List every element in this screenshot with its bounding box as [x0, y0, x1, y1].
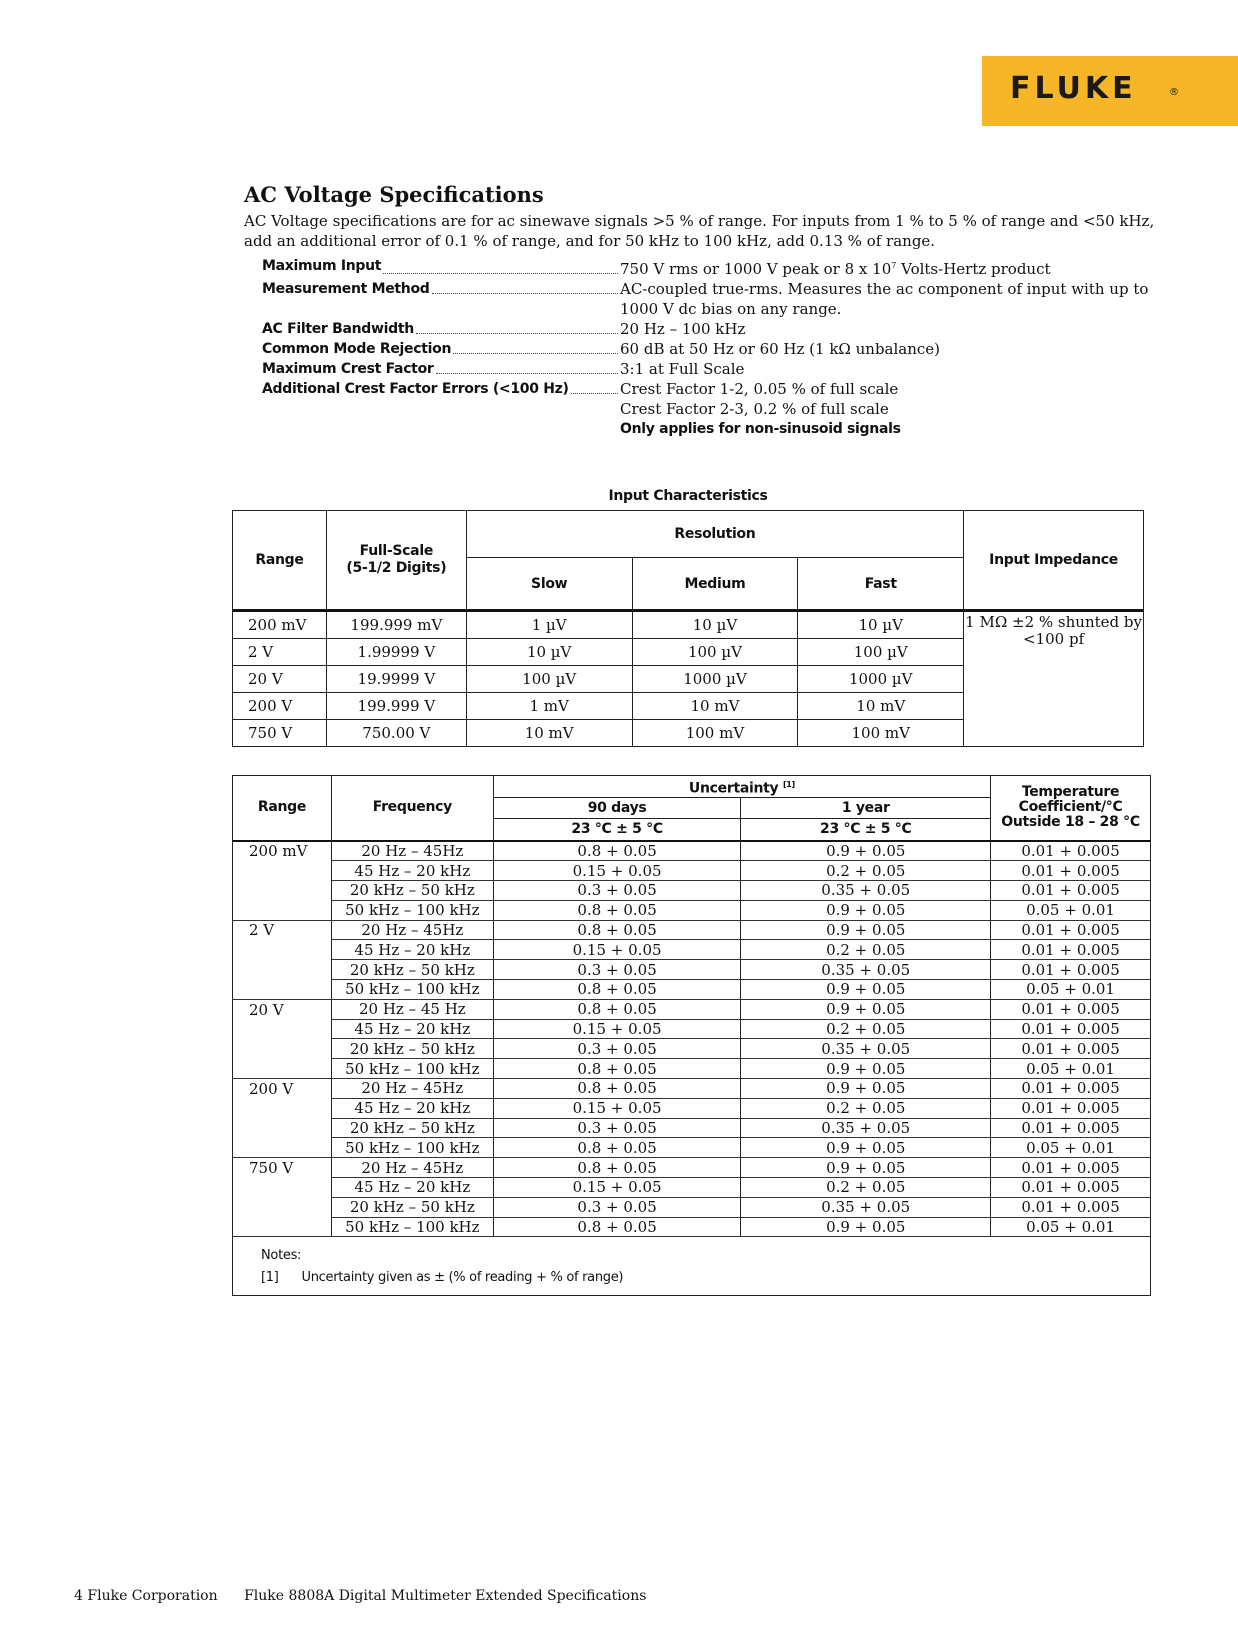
spec-label: Measurement Method [262, 281, 430, 297]
input-characteristics-title: Input Characteristics [608, 488, 768, 504]
table-row: 45 Hz – 20 kHz 0.15 + 0.05 0.2 + 0.05 0.01 + 0.005 [233, 1019, 1151, 1039]
table-row: 200 mV 20 Hz – 45Hz 0.8 + 0.05 0.9 + 0.05 0.01 + 0.005 [233, 841, 1151, 861]
table-row: 750 V 20 Hz – 45Hz 0.8 + 0.05 0.9 + 0.05 0.01 + 0.005 [233, 1158, 1151, 1178]
notes-row [233, 1237, 1151, 1296]
table-row: 20 kHz – 50 kHz 0.3 + 0.05 0.35 + 0.05 0.01 + 0.005 [233, 881, 1151, 901]
spec-value: 1000 V dc bias on any range. [620, 300, 842, 318]
spec-value: Crest Factor 2-3, 0.2 % of full scale [620, 400, 889, 418]
header-input-impedance: Input Impedance [964, 511, 1144, 611]
note-1: [1] Uncertainty given as ± (% of reading + % of range) [261, 1270, 624, 1286]
table-row: 50 kHz – 100 kHz 0.8 + 0.05 0.9 + 0.05 0.05 + 0.01 [233, 1059, 1151, 1079]
spec-label: AC Filter Bandwidth [262, 321, 414, 337]
spec-label: Common Mode Rejection [262, 341, 452, 357]
header-temp-coefficient: Temperature Coefficient/°C Outside 18 – 28 °C [991, 776, 1151, 841]
table-row: 2 V 1.99999 V 10 µV 100 µV 100 µV [233, 639, 1144, 666]
intro-paragraph: AC Voltage specifications are for ac sinewave signals >5 % of range. For inputs from 1 % to 5 % of range and <50 kHz, add an additional error of 0.1 % of range, and for 50 kHz to 100 kHz, add 0.13 % of range. [244, 212, 1155, 250]
spec-list [262, 256, 1162, 439]
logo-text: FLUKE [1010, 71, 1137, 106]
table-row: 200 V 199.999 V 1 mV 10 mV 10 mV [233, 693, 1144, 720]
header-full-scale: Full-Scale (5-1/2 Digits) [326, 511, 466, 611]
spec-value: 3:1 at Full Scale [620, 360, 745, 378]
spec-additional-crest-errors [262, 379, 1162, 399]
spec-value: 20 Hz – 100 kHz [620, 320, 746, 338]
header-range: Range [233, 511, 327, 611]
page-footer [74, 1588, 646, 1604]
table-row: 20 V 20 Hz – 45 Hz 0.8 + 0.05 0.9 + 0.05 0.01 + 0.005 [233, 999, 1151, 1019]
input-characteristics-table [232, 510, 1144, 747]
header-frequency: Frequency [331, 776, 493, 841]
table-row: 50 kHz – 100 kHz 0.8 + 0.05 0.9 + 0.05 0.05 + 0.01 [233, 1138, 1151, 1158]
table-row: 45 Hz – 20 kHz 0.15 + 0.05 0.2 + 0.05 0.01 + 0.005 [233, 1178, 1151, 1198]
header-1-year: 1 year [741, 798, 991, 819]
header-temp-90-days: 23 °C ± 5 °C [493, 819, 741, 841]
spec-label: Maximum Input [262, 258, 382, 274]
fluke-logo [982, 56, 1238, 126]
notes-label: Notes: [261, 1248, 302, 1264]
uncertainty-table [232, 775, 1151, 1296]
table-row: 20 kHz – 50 kHz 0.3 + 0.05 0.35 + 0.05 0.01 + 0.005 [233, 1197, 1151, 1217]
footer-company: Fluke Corporation [87, 1588, 218, 1604]
header-range: Range [233, 776, 332, 841]
table-row: 20 kHz – 50 kHz 0.3 + 0.05 0.35 + 0.05 0.01 + 0.005 [233, 1118, 1151, 1138]
table-row: 200 mV 199.999 mV 1 µV 10 µV 10 µV 1 MΩ ±2 % shunted by <100 pf [233, 611, 1144, 639]
footer-doc-title: Fluke 8808A Digital Multimeter Extended Specifications [244, 1588, 647, 1604]
registered-mark: ® [1169, 87, 1179, 98]
spec-value: 750 V rms or 1000 V peak or 8 x $10^7$ Volts-Hertz product [620, 260, 1051, 278]
header-slow: Slow [466, 558, 632, 611]
table-row: 50 kHz – 100 kHz 0.8 + 0.05 0.9 + 0.05 0.05 + 0.01 [233, 1217, 1151, 1237]
header-fast: Fast [798, 558, 964, 611]
table-row: 20 V 19.9999 V 100 µV 1000 µV 1000 µV [233, 666, 1144, 693]
table-row: 20 kHz – 50 kHz 0.3 + 0.05 0.35 + 0.05 0.01 + 0.005 [233, 960, 1151, 980]
spec-common-mode-rejection [262, 339, 1162, 359]
table-row: 50 kHz – 100 kHz 0.8 + 0.05 0.9 + 0.05 0.05 + 0.01 [233, 980, 1151, 1000]
header-90-days: 90 days [493, 798, 741, 819]
page-number: 4 [74, 1588, 83, 1604]
spec-value: Only applies for non-sinusoid signals [620, 421, 901, 437]
spec-value: Crest Factor 1-2, 0.05 % of full scale [620, 380, 899, 398]
spec-label: Maximum Crest Factor [262, 361, 434, 377]
page-title: AC Voltage Specifications [244, 182, 544, 207]
header-medium: Medium [632, 558, 798, 611]
header-temp-1-year: 23 °C ± 5 °C [741, 819, 991, 841]
spec-measurement-method [262, 279, 1162, 299]
table-row: 45 Hz – 20 kHz 0.15 + 0.05 0.2 + 0.05 0.01 + 0.005 [233, 861, 1151, 881]
spec-label: Additional Crest Factor Errors (<100 Hz) [262, 381, 569, 397]
table-row: 750 V 750.00 V 10 mV 100 mV 100 mV [233, 720, 1144, 747]
spec-max-input [262, 256, 1162, 279]
table-row: 45 Hz – 20 kHz 0.15 + 0.05 0.2 + 0.05 0.01 + 0.005 [233, 940, 1151, 960]
table-row: 2 V 20 Hz – 45Hz 0.8 + 0.05 0.9 + 0.05 0.01 + 0.005 [233, 920, 1151, 940]
table-row: 20 kHz – 50 kHz 0.3 + 0.05 0.35 + 0.05 0.01 + 0.005 [233, 1039, 1151, 1059]
input-impedance-value: 1 MΩ ±2 % shunted by <100 pf [964, 611, 1144, 747]
header-resolution: Resolution [466, 511, 963, 558]
header-uncertainty: Uncertainty [1] [493, 776, 990, 798]
table-row: 45 Hz – 20 kHz 0.15 + 0.05 0.2 + 0.05 0.01 + 0.005 [233, 1098, 1151, 1118]
spec-value: AC-coupled true-rms. Measures the ac component of input with up to [620, 280, 1149, 298]
table-row: 200 V 20 Hz – 45Hz 0.8 + 0.05 0.9 + 0.05 0.01 + 0.005 [233, 1079, 1151, 1099]
spec-filter-bandwidth [262, 319, 1162, 339]
spec-value: 60 dB at 50 Hz or 60 Hz (1 kΩ unbalance) [620, 340, 941, 358]
table-row: 50 kHz – 100 kHz 0.8 + 0.05 0.9 + 0.05 0.05 + 0.01 [233, 900, 1151, 920]
spec-max-crest-factor [262, 359, 1162, 379]
